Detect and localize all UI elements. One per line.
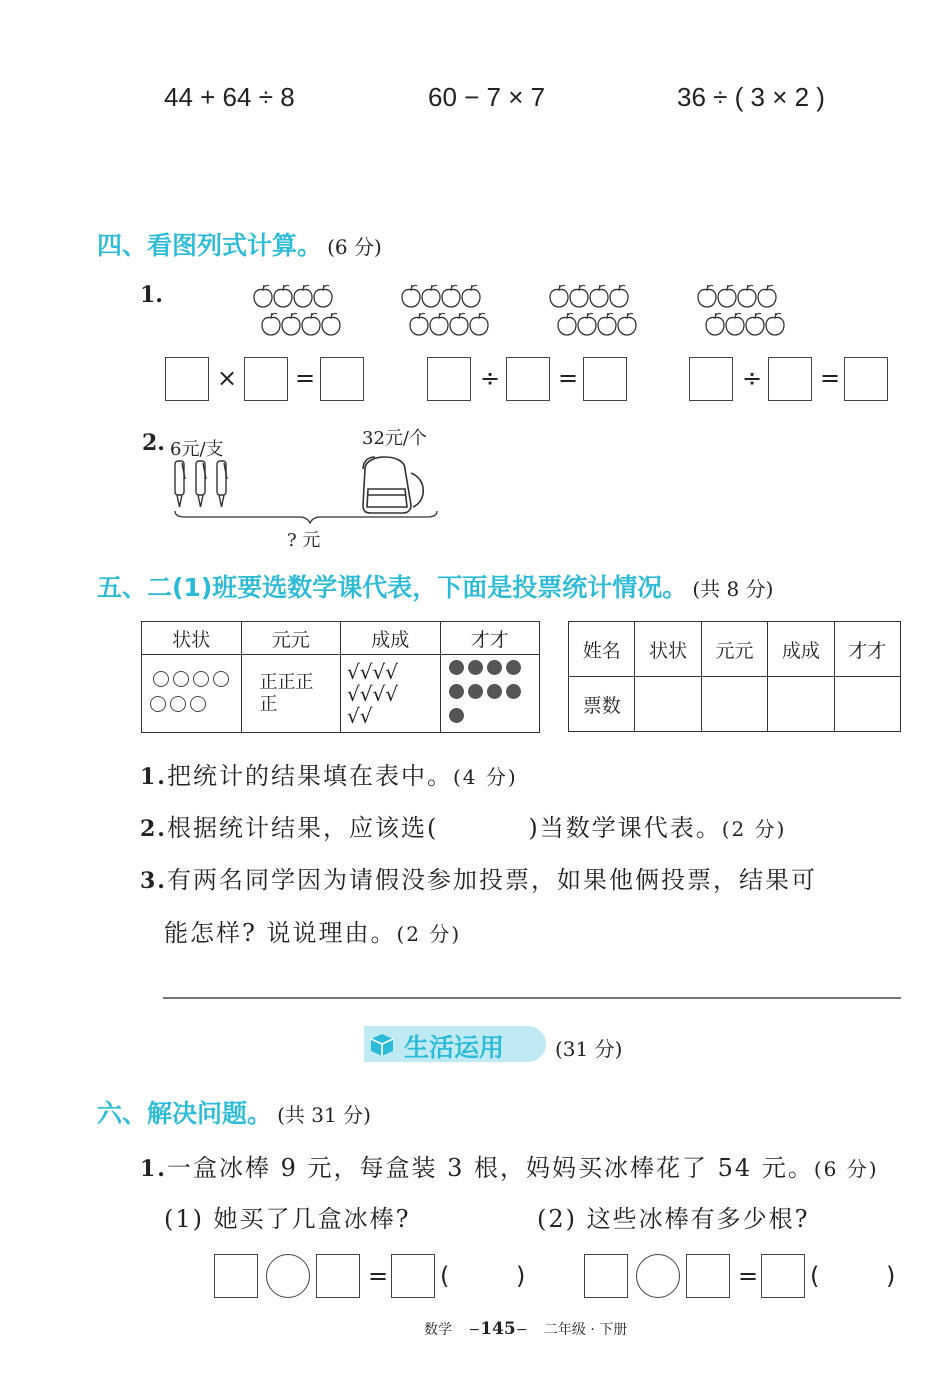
answer-box[interactable] <box>320 357 364 401</box>
pen-price: 6元/支 <box>170 439 224 460</box>
answer-box[interactable] <box>768 357 812 401</box>
answer-box[interactable] <box>214 1254 258 1298</box>
s5-question-3-cont: 能怎样? 说说理由。(2 分) <box>164 919 462 947</box>
page-footer: 数学 −145− 二年级 · 下册 <box>424 1319 628 1339</box>
section6-title: 六、解决问题。 <box>97 1099 273 1128</box>
expression-2: 60 − 7 × 7 <box>428 82 546 112</box>
answer-box[interactable] <box>584 1254 628 1298</box>
expression-3: 36 ÷ ( 3 × 2 ) <box>677 82 825 112</box>
apple-groups <box>250 278 900 338</box>
apple-group-2 <box>402 285 488 335</box>
section5-title: 五、二(1)班要选数学课代表，下面是投票统计情况。 <box>97 573 688 602</box>
section4-title: 四、看图列式计算。 <box>97 231 323 260</box>
s5-question-2: 2.根据统计结果，应该选( )当数学课代表。(2 分) <box>140 814 787 842</box>
result-header: 才才 <box>834 622 900 677</box>
s5-question-3: 3.有两名同学因为请假没参加投票，如果他俩投票，结果可 <box>140 866 817 894</box>
result-row-label: 票数 <box>569 677 635 732</box>
life-banner <box>364 1026 546 1062</box>
unknown-total: ? 元 <box>287 530 321 551</box>
pen-icon <box>175 461 227 507</box>
divide-sign: ÷ <box>480 364 501 392</box>
backpack-icon <box>363 457 423 513</box>
result-header: 成成 <box>768 622 834 677</box>
section5-heading <box>97 568 773 604</box>
equals-sign: = <box>820 364 841 392</box>
s5-question-1: 1.把统计的结果填在表中。(4 分) <box>140 762 518 790</box>
section4-heading <box>97 226 382 262</box>
result-header: 元元 <box>701 622 767 677</box>
operator-circle[interactable] <box>636 1254 680 1298</box>
apple-group-3 <box>550 285 636 335</box>
footer-subject: 数学 <box>424 1322 452 1338</box>
s4-q1-label: 1. <box>140 282 163 308</box>
equals-sign: = <box>368 1262 389 1290</box>
pens-and-bag-illustration <box>165 455 455 525</box>
tally-checks: √√√√ √√√√ √√ <box>341 655 441 733</box>
s6-sub-1: (1) 她买了几盒冰棒? <box>164 1205 411 1233</box>
equals-sign: = <box>738 1262 759 1290</box>
s6-question-1: 1.一盒冰棒 9 元，每盒装 3 根，妈妈买冰棒花了 54 元。(6 分) <box>140 1154 879 1182</box>
divider <box>163 997 901 999</box>
answer-box[interactable] <box>427 357 471 401</box>
section6-heading <box>97 1094 371 1130</box>
result-header: 状状 <box>635 622 701 677</box>
result-cell[interactable] <box>834 677 900 732</box>
answer-box[interactable] <box>165 357 209 401</box>
answer-box[interactable] <box>686 1254 730 1298</box>
result-cell[interactable] <box>701 677 767 732</box>
section6-points: (共 31 分) <box>277 1103 371 1127</box>
tally-header: 才才 <box>440 622 540 655</box>
unit-paren-close: ) <box>886 1262 896 1290</box>
equals-sign: = <box>295 364 316 392</box>
unit-paren-open: ( <box>440 1262 450 1290</box>
apple-group-4 <box>698 285 784 335</box>
answer-box[interactable] <box>391 1254 435 1298</box>
tally-circles <box>142 655 242 733</box>
tally-zheng: 正正正 正 <box>241 655 341 733</box>
unit-paren-close: ) <box>516 1262 526 1290</box>
tally-header: 元元 <box>241 622 341 655</box>
footer-grade: 二年级 · 下册 <box>543 1322 628 1338</box>
unit-paren-open: ( <box>810 1262 820 1290</box>
result-table <box>568 621 901 732</box>
tally-header: 成成 <box>341 622 441 655</box>
answer-box[interactable] <box>689 357 733 401</box>
life-points: (31 分) <box>555 1037 623 1061</box>
cube-icon <box>368 1032 396 1058</box>
apple-group-1 <box>254 285 340 335</box>
section5-points: (共 8 分) <box>692 577 774 601</box>
section4-points: (6 分) <box>327 235 382 259</box>
operator-circle[interactable] <box>266 1254 310 1298</box>
page-number: 145 <box>480 1319 516 1339</box>
tally-header: 状状 <box>142 622 242 655</box>
s6-sub-2: (2) 这些冰棒有多少根? <box>537 1205 810 1233</box>
answer-box[interactable] <box>316 1254 360 1298</box>
equals-sign: = <box>558 364 579 392</box>
s4-q2-label: 2. <box>142 430 165 456</box>
tally-table <box>141 621 540 733</box>
answer-box[interactable] <box>244 357 288 401</box>
tally-dots <box>440 655 540 733</box>
bag-price: 32元/个 <box>362 428 427 449</box>
answer-box[interactable] <box>761 1254 805 1298</box>
expression-1: 44 + 64 ÷ 8 <box>164 82 295 112</box>
answer-box[interactable] <box>506 357 550 401</box>
result-header: 姓名 <box>569 622 635 677</box>
life-banner-title: 生活运用 <box>404 1033 505 1062</box>
answer-box[interactable] <box>844 357 888 401</box>
answer-box[interactable] <box>583 357 627 401</box>
result-cell[interactable] <box>635 677 701 732</box>
divide-sign: ÷ <box>742 364 763 392</box>
result-cell[interactable] <box>768 677 834 732</box>
times-sign: × <box>217 364 238 392</box>
